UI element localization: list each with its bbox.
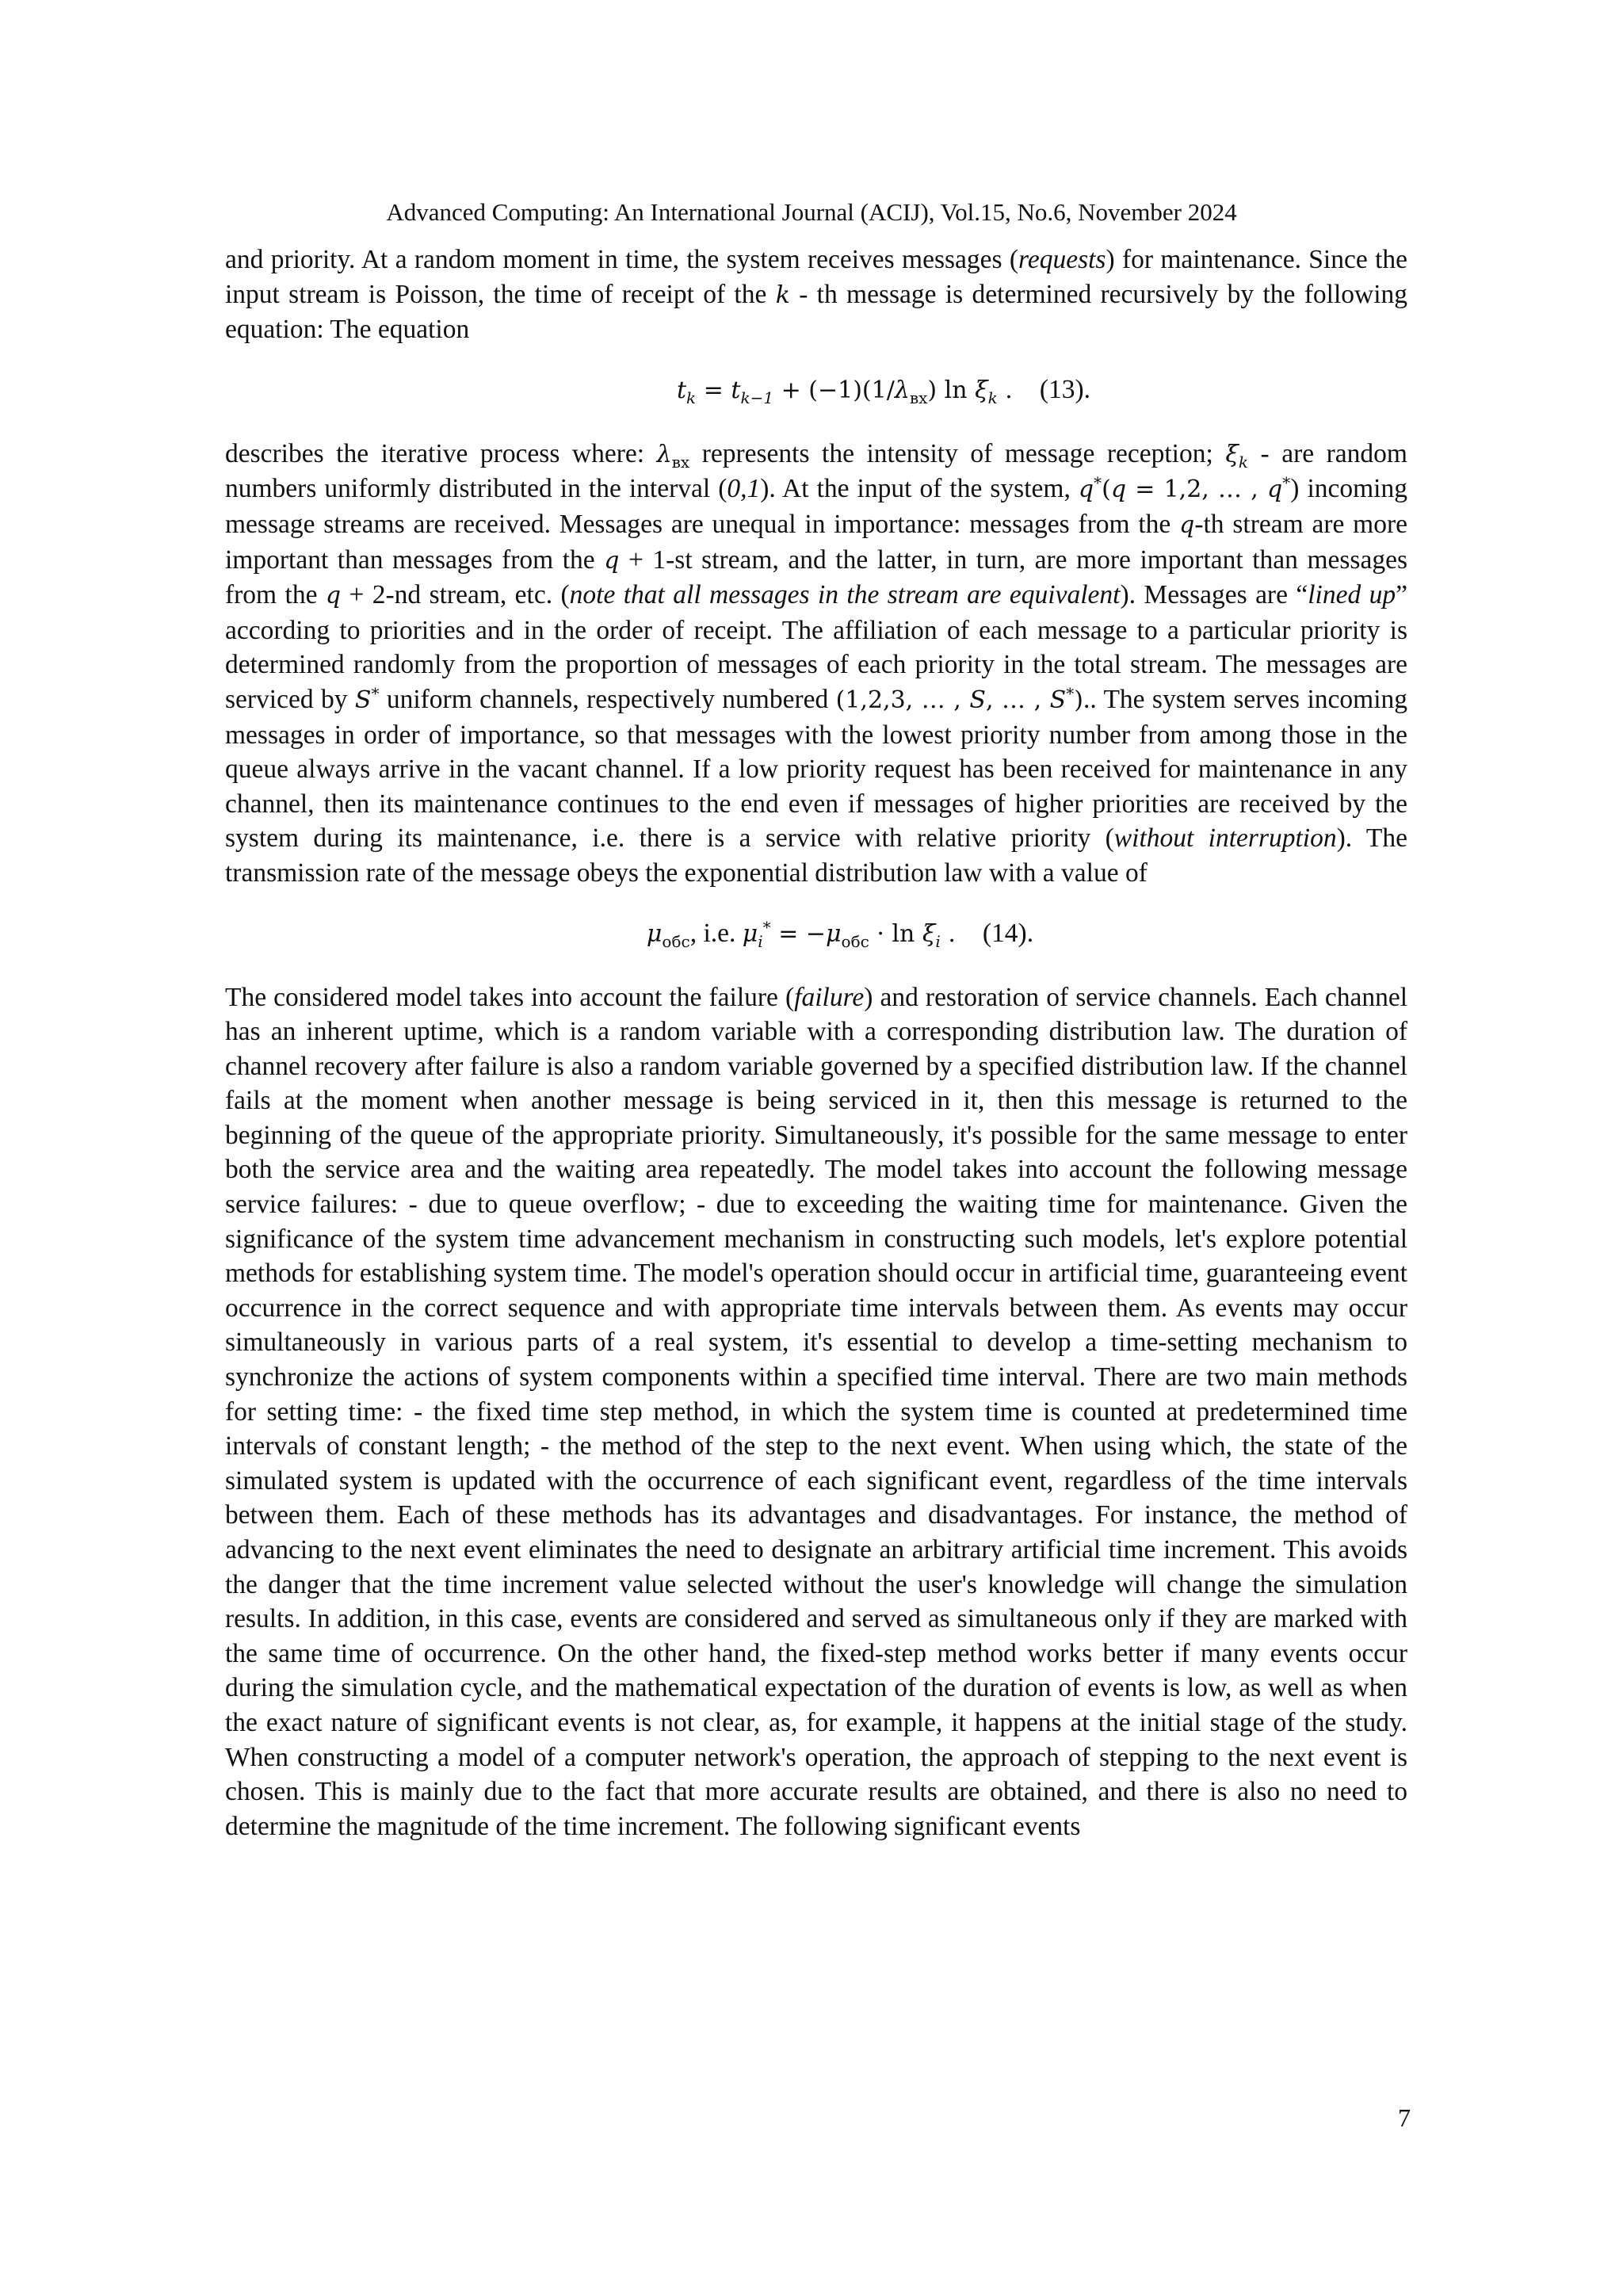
italic-term: requests: [1018, 245, 1106, 274]
page-number: 7: [1398, 2103, 1411, 2132]
math-inline: $\lambda_{вх}$: [656, 440, 690, 472]
equation-number: (13).: [1039, 374, 1090, 404]
math-inline: k: [775, 281, 790, 309]
equation-number: (14).: [982, 918, 1034, 948]
math-inline: q*(q = 1,2, … , q*: [1078, 473, 1291, 504]
italic-note: note that all messages in the stream are equivalent: [569, 580, 1121, 610]
page-body: [225, 243, 1407, 1843]
equation-13: $t_k = t_{k-1} + (-1)(1/\lambda_{вх})$ $\ln \xi_k$ . (13).: [676, 374, 1090, 407]
running-header: Advanced Computing: An International Journal (ACIJ), Vol.15, No.6, November 2024: [386, 198, 1237, 226]
paragraph-2: describes the iterative process where: $\lambda_{вх}$ represents the intensity of message reception; $\xi_k$ - are random numbers uniformly distributed in the interval (0,1). At the input of the system, q*(q = 1,2, … , q*) incoming message streams are received. Messages are unequal in importance: messages from the q-th stream are more important than messages from the q + 1-st stream, and the latter, in turn, are more important than messages from the q + 2-nd stream, etc. (note that all messages in the stream are equivalent). Messages are “lined up” according to priorities and in the order of receipt. The affiliation of each message to a particular priority is determined randomly from the proportion of messages of each priority in the total stream. The messages are serviced by S* uniform channels, respectively numbered (1,2,3, … , S, … , S*).. The system serves incoming messages in order of importance, so that messages with the lowest priority number from among those in the queue always arrive in the vacant channel. If a low priority request has been received for maintenance in any channel, then its maintenance continues to the end even if messages of higher priorities are received by the system during its maintenance, i.e. there is a service with relative priority (without interruption). The transmission rate of the message obeys the exponential distribution law with a value of: [225, 438, 1408, 888]
paragraph-1: and priority. At a random moment in time, the system receives messages (requests) for maintenance. Since the input stream is Poisson, the time of receipt of the k - th message is determined recursively by the following equation: The equation: [225, 245, 1408, 345]
paragraph-3: The considered model takes into account the failure (failure) and restoration of service channels. Each channel has an inherent uptime, which is a random variable with a corresponding distribution law. The duration of channel recovery after failure is also a random variable governed by a specified distribution law. If the channel fails at the moment when another message is being serviced in it, then this message is returned to the beginning of the queue of the appropriate priority. Simultaneously, it's possible for the same message to enter both the service area and the waiting area repeatedly. The model takes into account the following message service failures: - due to queue overflow; - due to exceeding the waiting time for maintenance. Given the significance of the system time advancement mechanism in constructing such models, let's explore potential methods for establishing system time. The model's operation should occur in artificial time, guaranteeing event occurrence in the correct sequence and with appropriate time intervals between them. As events may occur simultaneously in various parts of a real system, it's essential to develop a time-setting mechanism to synchronize the actions of system components within a specified time interval. There are two main methods for setting time: - the fixed time step method, in which the system time is counted at predetermined time intervals of constant length; - the method of the step to the next event. When using which, the state of the simulated system is updated with the occurrence of each significant event, regardless of the time intervals between them. Each of these methods has its advantages and disadvantages. For instance, the method of advancing to the next event eliminates the need to designate an arbitrary artificial time increment. This avoids the danger that the time increment value selected without the user's knowledge will change the simulation results. In addition, in this case, events are considered and served as simultaneous only if they are marked with the same time of occurrence. On the other hand, the fixed-step method works better if many events occur during the simulation cycle, and the mathematical expectation of the duration of events is low, as well as when the exact nature of significant events is not clear, as, for example, it happens at the initial stage of the study. When constructing a model of a computer network's operation, the approach of stepping to the next event is chosen. This is mainly due to the fact that more accurate results are obtained, and there is also no need to determine the magnitude of the time increment. The following significant events: [225, 982, 1407, 1841]
equation-14: $\mu_{обс}$, i.e. $\mu_i^* = -\mu_{обс} \cdot \ln \xi_i$ . (14).: [646, 917, 1034, 951]
math-inline: $\xi_k$: [1225, 440, 1248, 472]
